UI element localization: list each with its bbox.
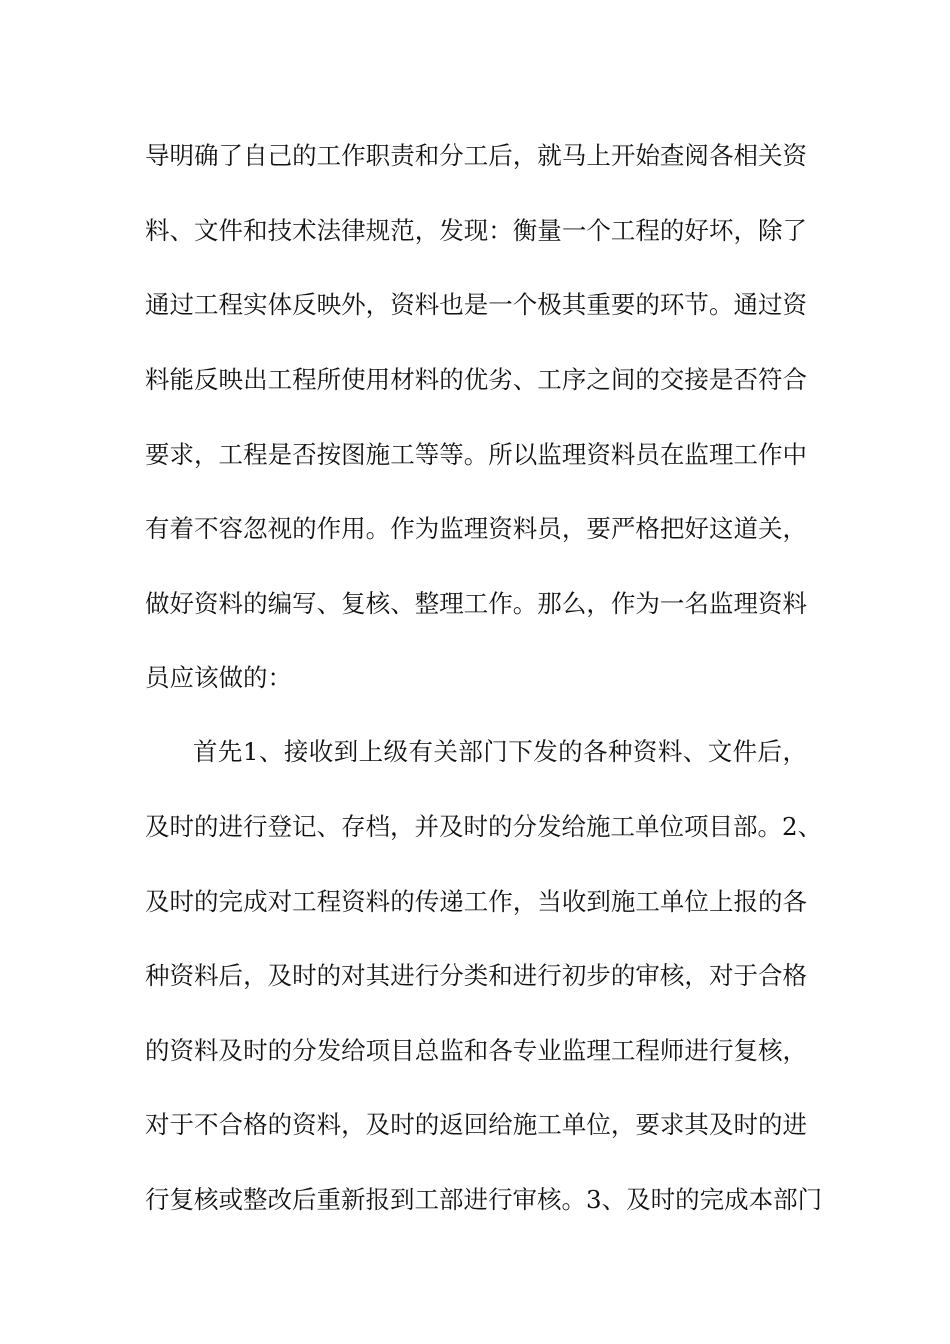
- paragraph-line-1: 导明确了自己的工作职责和分工后，就马上开始查阅各相关资: [145, 141, 807, 170]
- paragraph-line-14: 对于不合格的资料，及时的返回给施工单位，要求其及时的进: [145, 1110, 807, 1139]
- paragraph-line-11: 及时的完成对工程资料的传递工作，当收到施工单位上报的各: [145, 887, 807, 916]
- paragraph-line-8: 员应该做的：: [145, 663, 292, 692]
- paragraph-line-3: 通过工程实体反映外，资料也是一个极其重要的环节。通过资: [145, 290, 807, 319]
- paragraph-line-4: 料能反映出工程所使用材料的优劣、工序之间的交接是否符合: [145, 365, 807, 394]
- paragraph-line-10: 及时的进行登记、存档，并及时的分发给施工单位项目部。2、: [145, 812, 823, 841]
- paragraph-line-15: 行复核或整改后重新报到工部进行审核。3、及时的完成本部门: [145, 1185, 823, 1214]
- paragraph-line-5: 要求，工程是否按图施工等等。所以监理资料员在监理工作中: [145, 440, 807, 469]
- paragraph-line-9: 首先1、接收到上级有关部门下发的各种资料、文件后，: [193, 737, 807, 766]
- paragraph-line-12: 种资料后，及时的对其进行分类和进行初步的审核，对于合格: [145, 961, 807, 990]
- paragraph-line-13: 的资料及时的分发给项目总监和各专业监理工程师进行复核，: [145, 1036, 807, 1065]
- paragraph-line-6: 有着不容忽视的作用。作为监理资料员，要严格把好这道关，: [145, 514, 807, 543]
- paragraph-line-7: 做好资料的编写、复核、整理工作。那么，作为一名监理资料: [145, 589, 807, 618]
- paragraph-line-2: 料、文件和技术法律规范，发现：衡量一个工程的好坏，除了: [145, 216, 807, 245]
